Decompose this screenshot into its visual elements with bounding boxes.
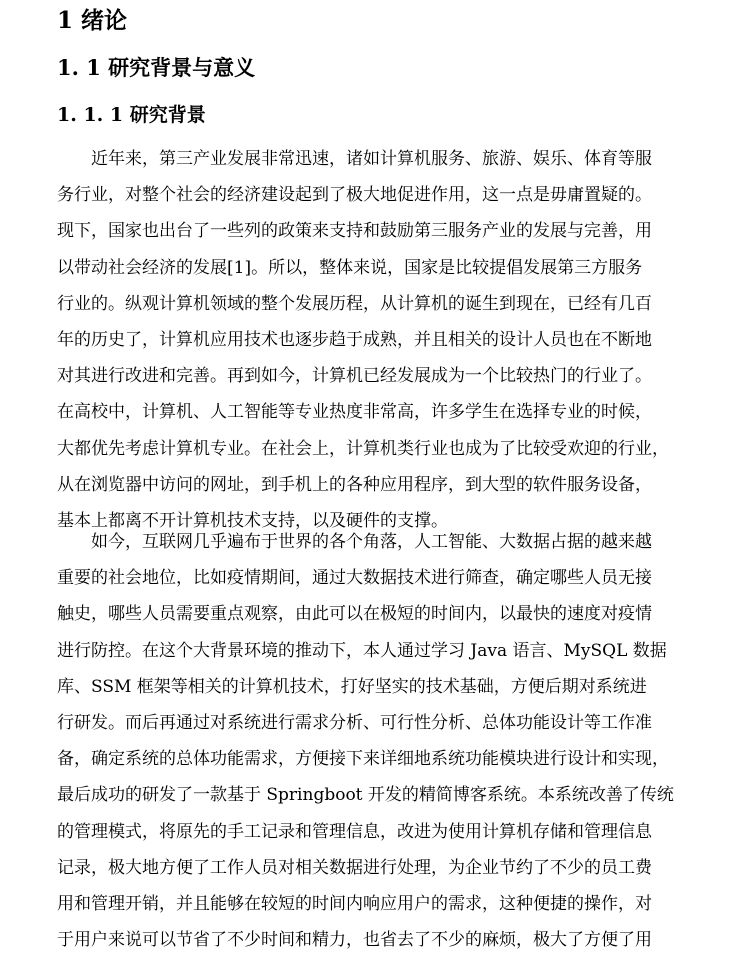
- paragraph-line: 进行防控。在这个大背景环境的推动下，本人通过学习 Java 语言、MySQL 数据: [57, 640, 667, 661]
- paragraph-line: 库、SSM 框架等相关的计算机技术，打好坚实的技术基础，方便后期对系统进: [57, 676, 647, 697]
- paragraph-line: 重要的社会地位，比如疫情期间，通过大数据技术进行筛查，确定哪些人员无接: [57, 568, 652, 589]
- paragraph-line: 以带动社会经济的发展[1]。所以，整体来说，国家是比较提倡发展第三方服务: [57, 257, 643, 278]
- paragraph-line: 于用户来说可以节省了不少时间和精力，也省去了不少的麻烦，极大了方便了用: [57, 930, 652, 951]
- paragraph-line: 如今，互联网几乎遍布于世界的各个角落，人工智能、大数据占据的越来越: [91, 532, 652, 552]
- paragraph-2: [57, 524, 697, 958]
- paragraph-line: 行研发。而后再通过对系统进行需求分析、可行性分析、总体功能设计等工作准: [57, 712, 652, 733]
- section-heading: 1. 1 研究背景与意义: [57, 55, 256, 80]
- paragraph-line: 从在浏览器中访问的网址，到手机上的各种应用程序，到大型的软件服务设备，: [57, 474, 652, 495]
- paragraph-line: 务行业，对整个社会的经济建设起到了极大地促进作用，这一点是毋庸置疑的。: [57, 185, 652, 206]
- paragraph-line: 在高校中，计算机、人工智能等专业热度非常高，许多学生在选择专业的时候，: [57, 402, 652, 423]
- subsection-heading: 1. 1. 1 研究背景: [57, 104, 206, 126]
- paragraph-line: 对其进行改进和完善。再到如今，计算机已经发展成为一个比较热门的行业了。: [57, 366, 652, 387]
- paragraph-line: 大都优先考虑计算机专业。在社会上，计算机类行业也成为了比较受欢迎的行业，: [57, 438, 669, 459]
- paragraph-line: 行业的。纵观计算机领域的整个发展历程，从计算机的诞生到现在，已经有几百: [57, 293, 652, 314]
- paragraph-line: 近年来，第三产业发展非常迅速，诸如计算机服务、旅游、娱乐、体育等服: [91, 149, 652, 169]
- paragraph-line: 用和管理开销，并且能够在较短的时间内响应用户的需求，这种便捷的操作，对: [57, 893, 652, 914]
- paragraph-line: 触史，哪些人员需要重点观察，由此可以在极短的时间内，以最快的速度对疫情: [57, 604, 652, 625]
- paragraph-line: 基本上都离不开计算机技术支持，以及硬件的支撑。: [57, 510, 448, 531]
- paragraph-line: 最后成功的研发了一款基于 Springboot 开发的精简博客系统。本系统改善了传统: [57, 785, 674, 806]
- paragraph-line: 年的历史了，计算机应用技术也逐步趋于成熟，并且相关的设计人员也在不断地: [57, 329, 652, 350]
- paragraph-line: 现下，国家也出台了一些列的政策来支持和鼓励第三服务产业的发展与完善，用: [57, 221, 652, 242]
- paragraph-line: 的管理模式，将原先的手工记录和管理信息，改进为使用计算机存储和管理信息: [57, 821, 652, 842]
- paragraph-line: 备，确定系统的总体功能需求，方便接下来详细地系统功能模块进行设计和实现，: [57, 749, 669, 770]
- paragraph-line: 记录，极大地方便了工作人员对相关数据进行处理，为企业节约了不少的员工费: [57, 857, 652, 878]
- chapter-heading: 1 绪论: [57, 7, 128, 34]
- paragraph-1: [57, 141, 697, 539]
